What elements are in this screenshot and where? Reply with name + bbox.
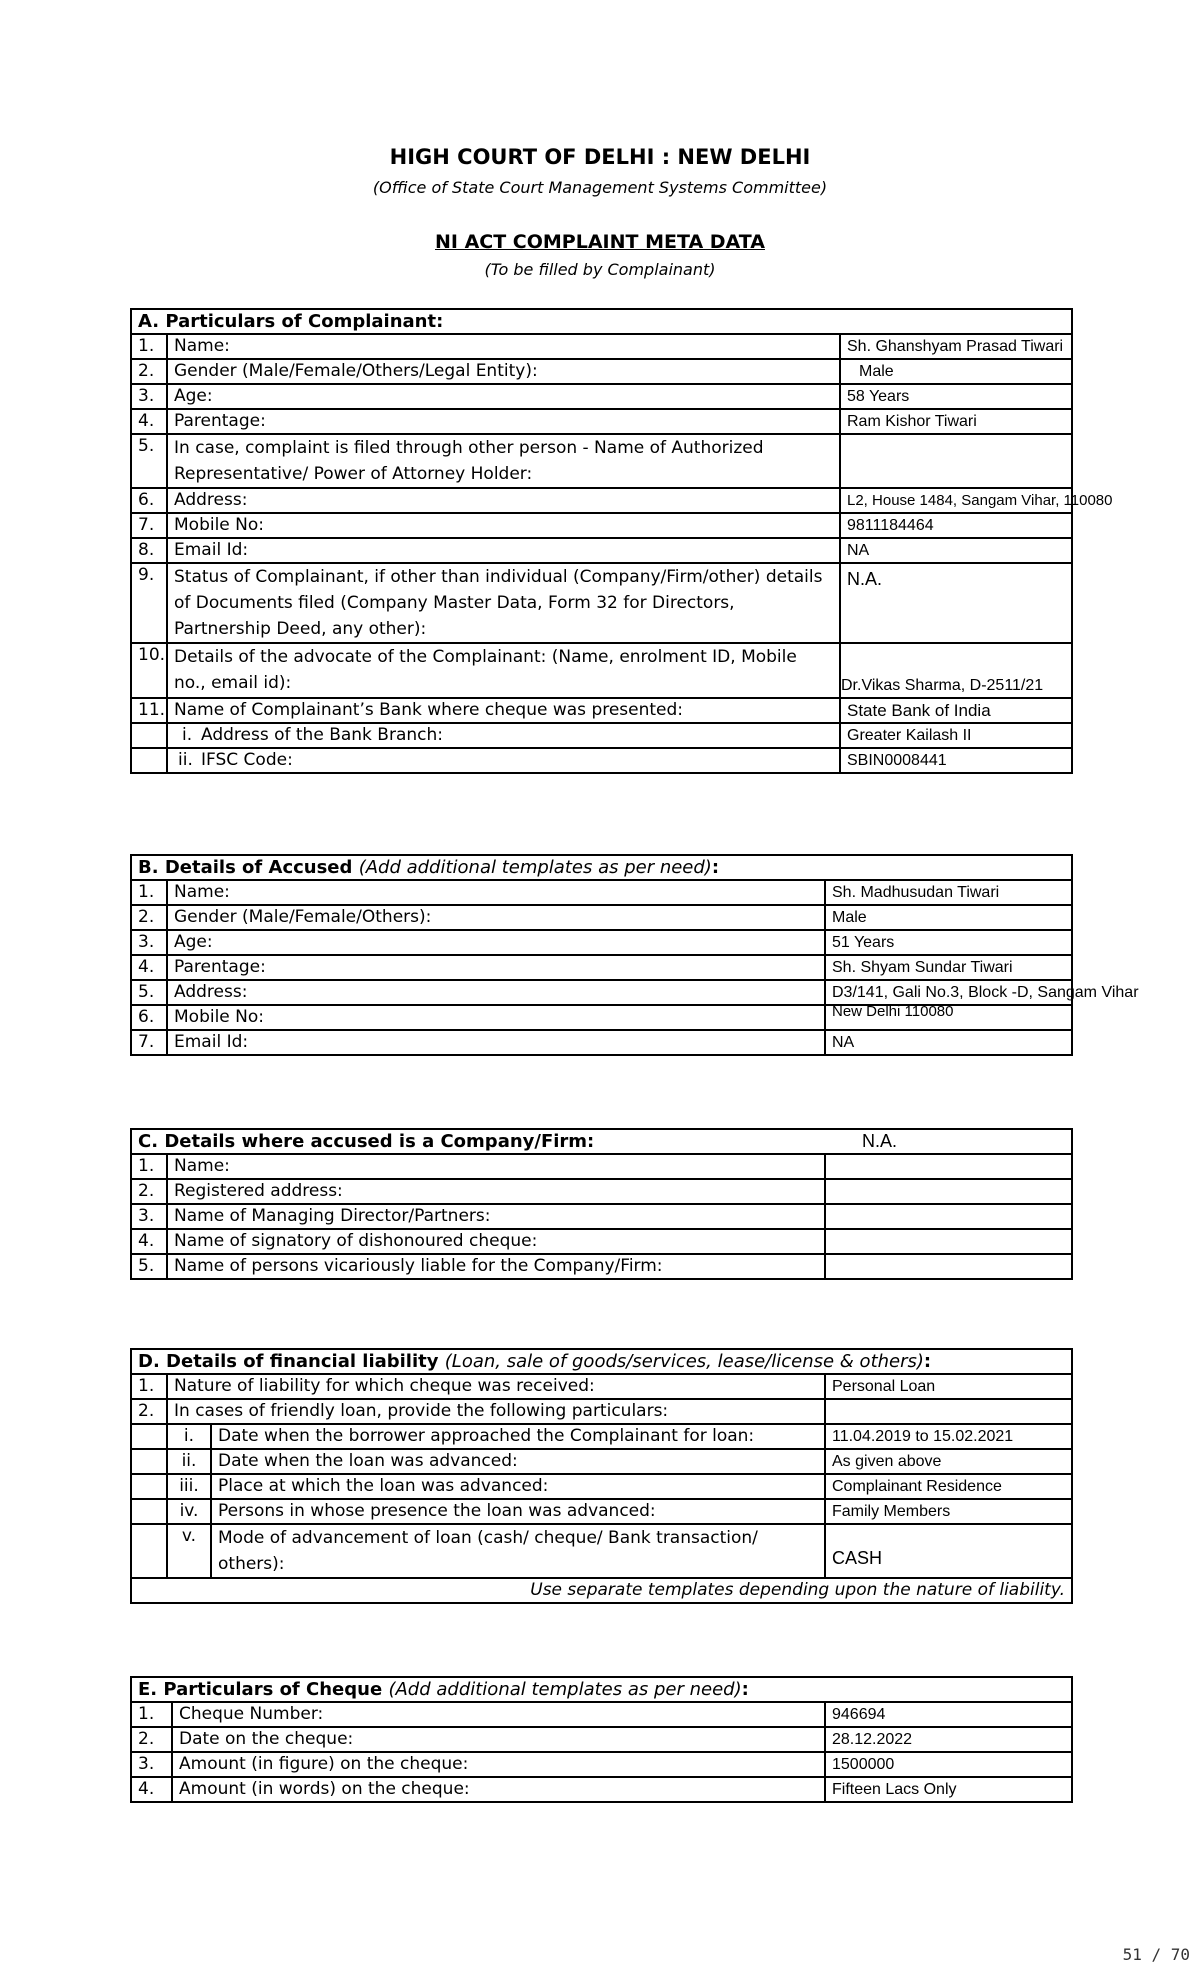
table-row <box>131 1030 1072 1055</box>
section-a-complainant-table <box>130 308 1113 774</box>
advocate-details-value: Dr.Vikas Sharma, D-2511/21 <box>840 643 1072 698</box>
table-row <box>131 1727 1072 1752</box>
table-row <box>131 434 1072 488</box>
field-label: Registered address: <box>167 1179 825 1204</box>
table-row <box>131 723 1072 748</box>
table-row <box>131 1474 1072 1499</box>
field-label: Name: <box>167 334 840 359</box>
borrower-approach-date-value: 11.04.2019 to 15.02.2021 <box>825 1424 1072 1449</box>
complainant-mobile-value: 9811184464 <box>840 513 1072 538</box>
field-label: Name of Complainant’s Bank where cheque was presented: <box>167 698 840 723</box>
accused-name-value: Sh. Madhusudan Tiwari <box>825 880 1072 905</box>
field-label: Name of Managing Director/Partners: <box>167 1204 825 1229</box>
sub-index: ii. <box>167 1449 211 1474</box>
sub-index: iii. <box>167 1474 211 1499</box>
complainant-bank-value: State Bank of India <box>840 698 1072 723</box>
row-number: 4. <box>131 409 167 434</box>
bank-branch-address-value: Greater Kailash II <box>840 723 1072 748</box>
section-e-heading-text: E. Particulars of Cheque <box>138 1679 383 1700</box>
complainant-age-value: 58 Years <box>840 384 1072 409</box>
field-label: Parentage: <box>167 955 825 980</box>
nature-of-liability-value: Personal Loan <box>825 1374 1072 1399</box>
section-e-cheque-table <box>130 1676 1073 1803</box>
form-title: NI ACT COMPLAINT META DATA <box>435 231 765 253</box>
field-label: Email Id: <box>167 1030 825 1055</box>
section-e-heading-note: (Add additional templates as per need) <box>388 1679 742 1700</box>
section-c-heading-text: C. Details where accused is a Company/Firm: <box>138 1131 595 1152</box>
row-number: 2. <box>131 1179 167 1204</box>
table-row <box>131 1154 1072 1179</box>
table-row <box>131 880 1072 905</box>
table-row <box>131 1204 1072 1229</box>
field-label: In case, complaint is filed through other person - Name of Authorized Representative/ Power of Attorney Holder: <box>167 434 840 488</box>
table-row <box>131 1374 1072 1399</box>
table-row <box>131 748 1072 773</box>
table-row <box>131 513 1072 538</box>
field-label: Address of the Bank Branch: <box>195 723 840 748</box>
row-number: 1. <box>131 1154 167 1179</box>
row-number: 7. <box>131 1030 167 1055</box>
section-b-heading-note: (Add additional templates as per need) <box>358 857 712 878</box>
section-b-heading: B. Details of Accused (Add additional templates as per need): <box>131 855 1072 880</box>
field-label: Name of persons vicariously liable for the Company/Firm: <box>167 1254 825 1279</box>
section-b-heading-text: B. Details of Accused <box>138 857 353 878</box>
field-label: Parentage: <box>167 409 840 434</box>
cheque-amount-words-value: Fifteen Lacs Only <box>825 1777 1072 1802</box>
row-number: 6. <box>131 488 167 513</box>
managing-director-value <box>825 1204 1072 1229</box>
row-number: 2. <box>131 1727 172 1752</box>
row-number: 10. <box>131 643 167 698</box>
table-row <box>131 359 1072 384</box>
field-label: Name of signatory of dishonoured cheque: <box>167 1229 825 1254</box>
row-number: 2. <box>131 905 167 930</box>
cheque-amount-figure-value: 1500000 <box>825 1752 1072 1777</box>
field-label: Age: <box>167 384 840 409</box>
row-number: 4. <box>131 955 167 980</box>
section-d-heading-text: D. Details of financial liability <box>138 1351 439 1372</box>
row-number: 3. <box>131 1204 167 1229</box>
field-label: Nature of liability for which cheque was received: <box>167 1374 825 1399</box>
sub-index: i. <box>167 723 195 748</box>
table-row <box>131 1777 1072 1802</box>
table-row <box>131 930 1072 955</box>
row-number: 5. <box>131 980 167 1005</box>
section-e-heading: E. Particulars of Cheque (Add additional templates as per need): <box>131 1677 1072 1702</box>
complainant-name-value: Sh. Ghanshyam Prasad Tiwari <box>840 334 1072 359</box>
complainant-address-value: L2, House 1484, Sangam Vihar, 110080 <box>840 488 1072 513</box>
field-label: Amount (in words) on the cheque: <box>172 1777 825 1802</box>
complainant-email-value: NA <box>840 538 1072 563</box>
row-number: 1. <box>131 334 167 359</box>
field-label: Date when the borrower approached the Complainant for loan: <box>211 1424 825 1449</box>
company-address-value <box>825 1179 1072 1204</box>
accused-address-continued-value: New Delhi 110080 <box>825 1005 1072 1030</box>
complainant-parentage-value: Ram Kishor Tiwari <box>840 409 1072 434</box>
ifsc-code-value: SBIN0008441 <box>840 748 1072 773</box>
row-number: 4. <box>131 1777 172 1802</box>
table-row <box>131 1702 1072 1727</box>
field-label: Gender (Male/Female/Others): <box>167 905 825 930</box>
row-number: 2. <box>131 1399 167 1424</box>
field-label: Name: <box>167 1154 825 1179</box>
signatory-value <box>825 1229 1072 1254</box>
table-row <box>131 538 1072 563</box>
field-label: Date on the cheque: <box>172 1727 825 1752</box>
table-row <box>131 563 1072 643</box>
row-number: 3. <box>131 930 167 955</box>
field-label: Cheque Number: <box>172 1702 825 1727</box>
field-label: Gender (Male/Female/Others/Legal Entity): <box>167 359 840 384</box>
sub-index: ii. <box>167 748 195 773</box>
accused-age-value: 51 Years <box>825 930 1072 955</box>
sub-index: i. <box>167 1424 211 1449</box>
section-d-note: Use separate templates depending upon the nature of liability. <box>131 1578 1072 1603</box>
cheque-number-value: 946694 <box>825 1702 1072 1727</box>
accused-email-value: NA <box>825 1030 1072 1055</box>
vicariously-liable-value <box>825 1254 1072 1279</box>
authorized-representative-value <box>840 434 1072 488</box>
field-label: Mobile No: <box>167 1005 825 1030</box>
field-label: Date when the loan was advanced: <box>211 1449 825 1474</box>
table-row <box>131 1229 1072 1254</box>
section-c-heading <box>131 1129 1072 1154</box>
accused-address-value: D3/141, Gali No.3, Block -D, Sangam Vihar <box>825 980 1072 1005</box>
table-row <box>131 1449 1072 1474</box>
row-number: 6. <box>131 1005 167 1030</box>
loan-advance-date-value: As given above <box>825 1449 1072 1474</box>
complainant-status-value: N.A. <box>840 563 1072 643</box>
section-c-status-value: N.A. <box>862 1131 898 1151</box>
sub-index: v. <box>167 1524 211 1578</box>
cheque-date-value: 28.12.2022 <box>825 1727 1072 1752</box>
row-number: 2. <box>131 359 167 384</box>
field-label: Place at which the loan was advanced: <box>211 1474 825 1499</box>
row-number: 3. <box>131 384 167 409</box>
table-row <box>131 384 1072 409</box>
row-number: 4. <box>131 1229 167 1254</box>
table-row <box>131 488 1072 513</box>
accused-parentage-value: Sh. Shyam Sundar Tiwari <box>825 955 1072 980</box>
section-b-accused-table <box>130 854 1139 1056</box>
loan-mode-value: CASH <box>825 1524 1072 1578</box>
table-row <box>131 1424 1072 1449</box>
table-row <box>131 1254 1072 1279</box>
company-name-value <box>825 1154 1072 1179</box>
loan-place-value: Complainant Residence <box>825 1474 1072 1499</box>
field-label: Age: <box>167 930 825 955</box>
complainant-gender-value: Male <box>840 359 1072 384</box>
table-row <box>131 409 1072 434</box>
page-title: HIGH COURT OF DELHI : NEW DELHI <box>389 145 811 169</box>
section-d-heading: D. Details of financial liability (Loan, sale of goods/services, lease/license & others): <box>131 1349 1072 1374</box>
table-row <box>131 1005 1072 1030</box>
loan-witnesses-value: Family Members <box>825 1499 1072 1524</box>
field-label: Amount (in figure) on the cheque: <box>172 1752 825 1777</box>
row-number: 8. <box>131 538 167 563</box>
row-number: 1. <box>131 1702 172 1727</box>
table-row <box>131 1524 1072 1578</box>
table-row <box>131 980 1072 1005</box>
form-subtitle: (To be filled by Complainant) <box>484 260 716 279</box>
accused-gender-value: Male <box>825 905 1072 930</box>
field-label: Mode of advancement of loan (cash/ cheque/ Bank transaction/ others): <box>211 1524 825 1578</box>
friendly-loan-value <box>825 1399 1072 1424</box>
field-label: Address: <box>167 980 825 1005</box>
row-number: 7. <box>131 513 167 538</box>
section-d-heading-note: (Loan, sale of goods/services, lease/license & others) <box>444 1351 924 1372</box>
table-row <box>131 1179 1072 1204</box>
table-row <box>131 905 1072 930</box>
sub-index: iv. <box>167 1499 211 1524</box>
table-row <box>131 1499 1072 1524</box>
page-subtitle: (Office of State Court Management Systems Committee) <box>372 178 828 197</box>
field-label: Mobile No: <box>167 513 840 538</box>
row-number: 11. <box>131 698 167 723</box>
section-d-liability-table <box>130 1348 1073 1604</box>
table-row <box>131 1752 1072 1777</box>
table-row <box>131 643 1072 698</box>
section-a-heading: A. Particulars of Complainant: <box>131 309 1072 334</box>
field-label: Details of the advocate of the Complainant: (Name, enrolment ID, Mobile no., email id): <box>167 643 840 698</box>
row-number: 3. <box>131 1752 172 1777</box>
field-label: Persons in whose presence the loan was advanced: <box>211 1499 825 1524</box>
field-label: Email Id: <box>167 538 840 563</box>
row-number: 9. <box>131 563 167 643</box>
row-number: 5. <box>131 1254 167 1279</box>
table-row <box>131 955 1072 980</box>
page-number: 51 / 70 <box>1122 1945 1190 1964</box>
row-number: 1. <box>131 880 167 905</box>
row-number: 1. <box>131 1374 167 1399</box>
field-label: Name: <box>167 880 825 905</box>
table-row <box>131 698 1072 723</box>
field-label: In cases of friendly loan, provide the following particulars: <box>167 1399 825 1424</box>
table-row <box>131 334 1072 359</box>
field-label: Status of Complainant, if other than individual (Company/Firm/other) details of Documents filed (Company Master Data, Form 32 for Directors, Partnership Deed, any other): <box>167 563 840 643</box>
field-label: Address: <box>167 488 840 513</box>
field-label: IFSC Code: <box>195 748 840 773</box>
table-row <box>131 1399 1072 1424</box>
row-number: 5. <box>131 434 167 488</box>
section-c-company-table <box>130 1128 1073 1280</box>
